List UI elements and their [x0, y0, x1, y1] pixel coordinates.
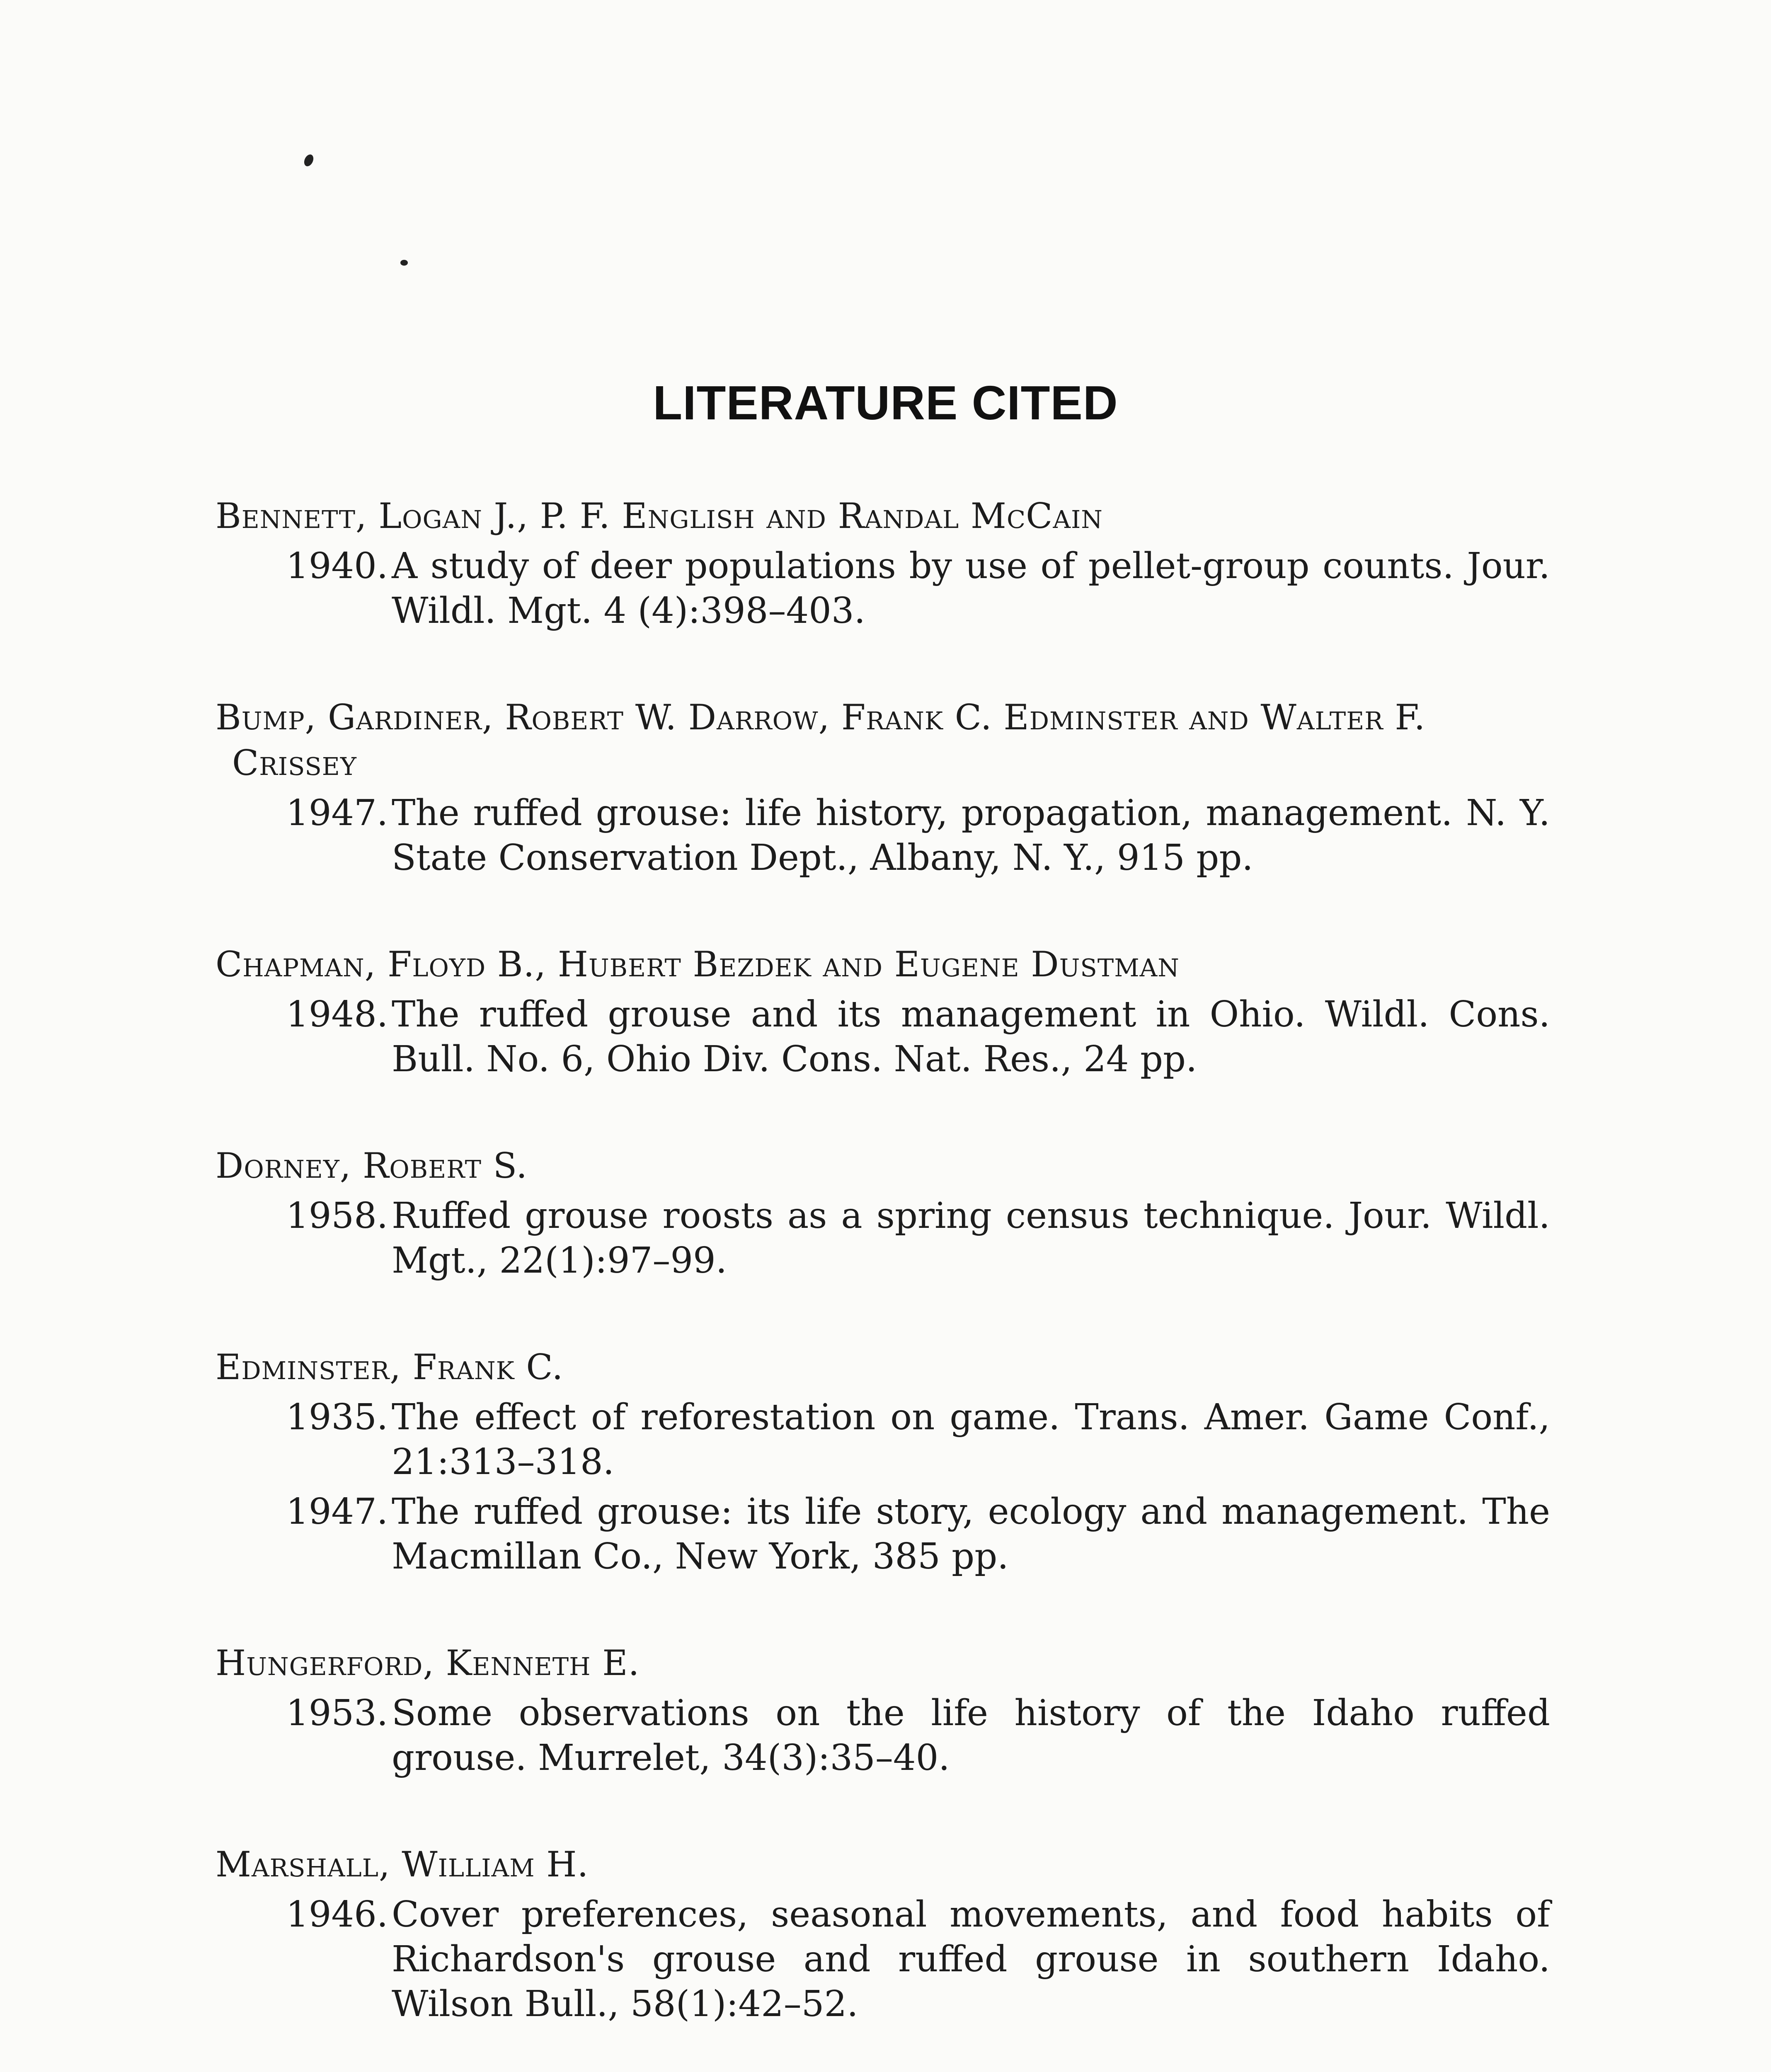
- reference-citation: [216, 1691, 1550, 1780]
- reference-entry: [216, 493, 1550, 633]
- reference-citation: [216, 1193, 1550, 1283]
- reference-citation: [216, 1892, 1550, 2026]
- reference-citation: [216, 992, 1550, 1082]
- reference-author: Bennett, Logan J., P. F. English and Randal McCain: [216, 496, 1103, 536]
- citation-year: 1935.: [286, 1397, 388, 1438]
- reference-entry: [216, 1344, 1550, 1579]
- reference-list: [216, 493, 1550, 2072]
- citation-year: 1953.: [286, 1692, 388, 1734]
- reference-author: Edminster, Frank C.: [216, 1347, 564, 1387]
- reference-citation: [216, 1489, 1550, 1579]
- reference-author: Chapman, Floyd B., Hubert Bezdek and Eugene Dustman: [216, 944, 1180, 985]
- citation-text: Ruffed grouse roosts as a spring census technique. Jour. Wildl. Mgt., 22(1):97–99.: [392, 1195, 1550, 1281]
- ink-speck: [303, 153, 315, 168]
- citation-year: 1948.: [286, 994, 388, 1035]
- citation-year: 1946.: [286, 1894, 388, 1935]
- citation-text: Cover preferences, seasonal movements, and food habits of Richardson's grouse and ruffed grouse in southern Idaho. Wilson Bull., 58(1):42–52.: [392, 1894, 1550, 2025]
- reference-author: Hungerford, Kenneth E.: [216, 1643, 640, 1683]
- page-title: LITERATURE CITED: [653, 376, 1118, 430]
- ink-speck: [400, 260, 408, 266]
- reference-author: Marshall, William H.: [216, 1844, 589, 1885]
- reference-author-continued: Crissey: [232, 743, 357, 783]
- citation-text: The ruffed grouse and its management in Ohio. Wildl. Cons. Bull. No. 6, Ohio Div. Cons. Nat. Res., 24 pp.: [392, 994, 1550, 1080]
- citation-year: 1947.: [286, 792, 388, 834]
- citation-text: The ruffed grouse: its life story, ecology and management. The Macmillan Co., New York, 385 pp.: [392, 1491, 1550, 1577]
- reference-citation: [216, 544, 1550, 633]
- citation-text: A study of deer populations by use of pellet-group counts. Jour. Wildl. Mgt. 4 (4):398–403.: [392, 545, 1550, 632]
- citation-year: 1958.: [286, 1195, 388, 1237]
- reference-entry: [216, 1143, 1550, 1283]
- reference-citation: [216, 1395, 1550, 1484]
- reference-citation: [216, 791, 1550, 880]
- citation-text: The ruffed grouse: life history, propagation, management. N. Y. State Conservation Dept., Albany, N. Y., 915 pp.: [392, 792, 1550, 879]
- reference-author: Bump, Gardiner, Robert W. Darrow, Frank C. Edminster and Walter F.: [216, 697, 1426, 738]
- reference-author: Dorney, Robert S.: [216, 1145, 528, 1186]
- citation-year: 1940.: [286, 545, 388, 587]
- citation-text: The effect of reforestation on game. Trans. Amer. Game Conf., 21:313–318.: [392, 1397, 1550, 1483]
- citation-year: 1947.: [286, 1491, 388, 1532]
- reference-entry: [216, 1842, 1550, 2026]
- citation-text: Some observations on the life history of the Idaho ruffed grouse. Murrelet, 34(3):35–40.: [392, 1692, 1550, 1779]
- reference-entry: [216, 942, 1550, 1082]
- reference-entry: [216, 695, 1550, 880]
- reference-entry: [216, 1640, 1550, 1780]
